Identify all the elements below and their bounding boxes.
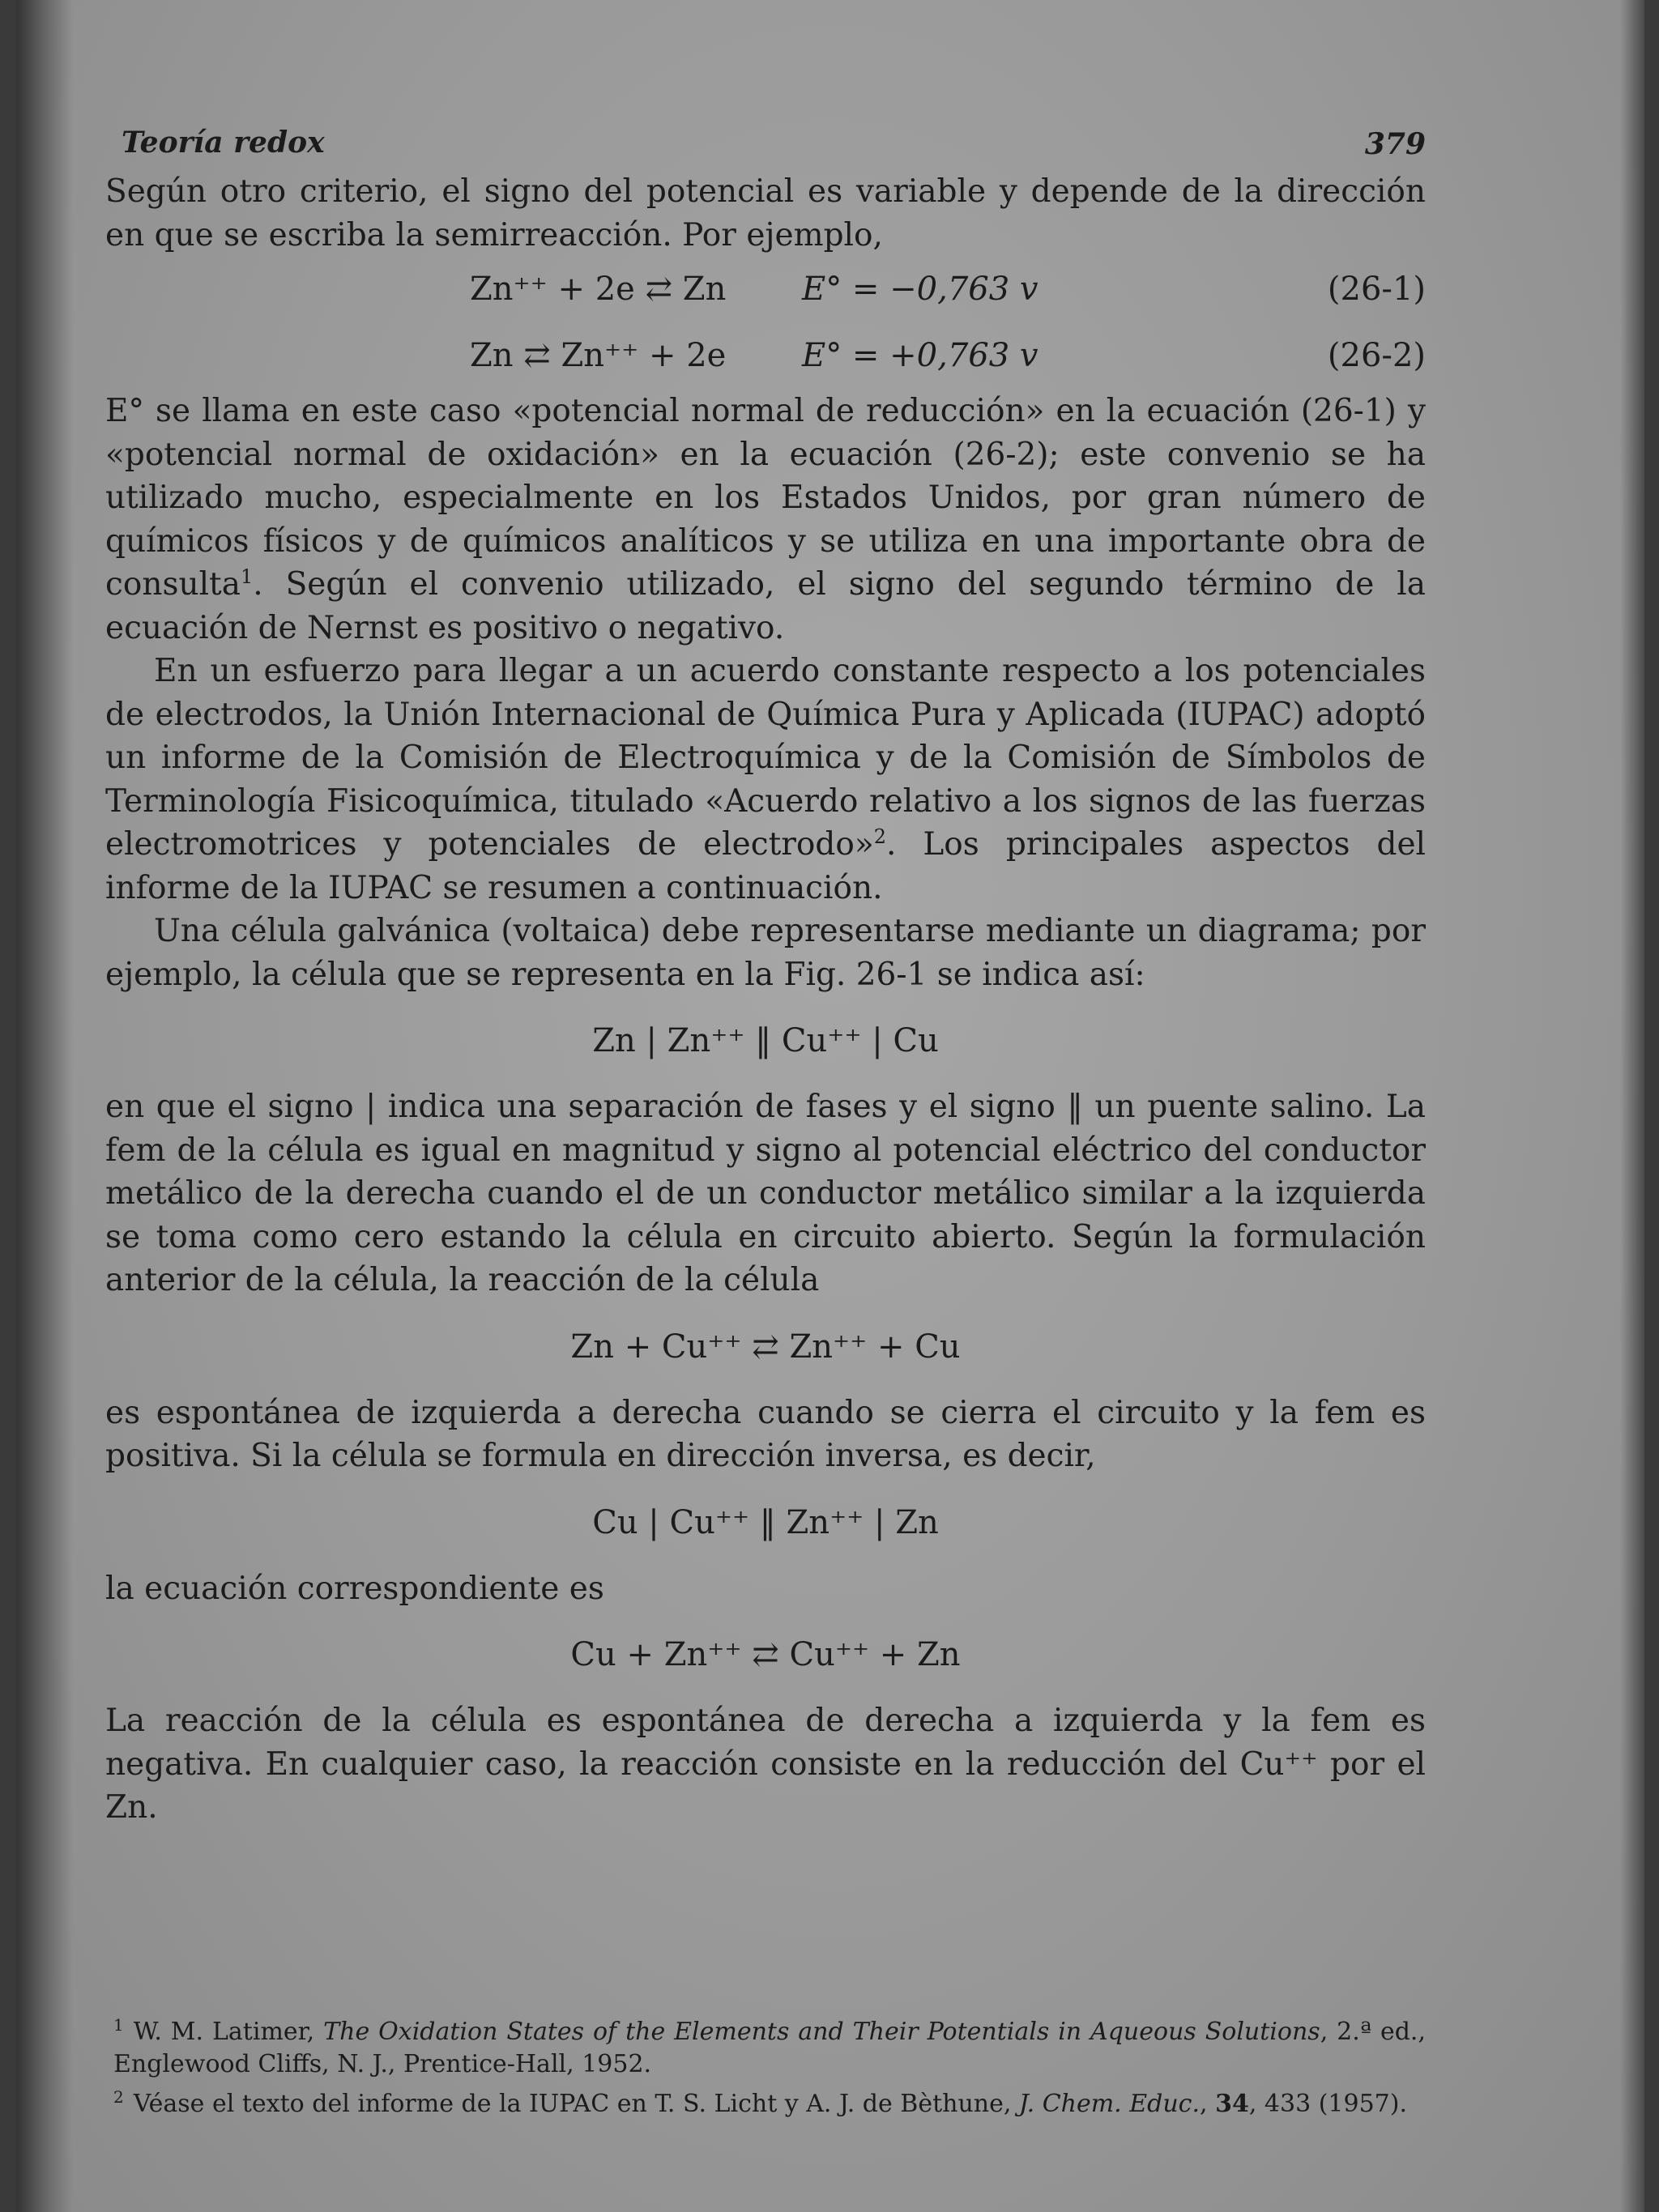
footnote-2: [113, 2081, 1426, 2120]
footnote-book-title: The Oxidation States of the Elements and Their Potentials in Aqueous Solutions: [323, 2018, 1320, 2046]
footnote-mark: 2: [113, 2087, 124, 2107]
book-page: [16, 0, 1644, 2212]
cell-reaction-1: Zn + Cu⁺⁺ ⇄ Zn⁺⁺ + Cu: [570, 1328, 961, 1366]
book-spine-shadow: [16, 0, 73, 2212]
paragraph-text: . Los principales aspectos del informe de la IUPAC se resumen a continuación.: [105, 826, 1427, 906]
cell-reaction-2: Cu + Zn⁺⁺ ⇄ Cu⁺⁺ + Zn: [570, 1636, 961, 1673]
cell-diagram-1: Zn | Zn⁺⁺ ‖ Cu⁺⁺ | Cu: [592, 1022, 939, 1059]
paragraph-7: la ecuación correspondiente es: [105, 1570, 604, 1607]
equation-26-1: [105, 257, 1426, 323]
footnote-journal: J. Chem. Educ.: [1018, 2090, 1201, 2118]
footnote-text: , 2.ª ed., Englewood Cliffs, N. J., Prentice-Hall, 1952.: [113, 2018, 1426, 2078]
footnote-separator: ,: [1200, 2090, 1216, 2118]
paragraph-2: [105, 390, 1426, 650]
page-edge-shadow: [1620, 0, 1644, 2212]
paragraph-8: La reacción de la célula es espontánea de derecha a izquierda y la fem es negativa. En cualquier caso, la reacción consiste en la reducción del Cu⁺⁺ por el Zn.: [105, 1703, 1426, 1826]
paragraph-text: E° se llama en este caso «potencial normal de reducción» en la ecuación (26-1) y «potencial normal de oxidación» en la ecuación (26-2); este convenio se ha utilizado mucho, especialmente en los Estados Unidos, por gran número de químicos físicos y de químicos analíticos y se utiliza en una importante obra de consulta: [105, 393, 1426, 603]
paragraph-text: . Según el convenio utilizado, el signo del segundo término de la ecuación de Nernst es positivo o negativo.: [105, 566, 1426, 646]
paragraph-text: En un esfuerzo para llegar a un acuerdo constante respecto a los potenciales de electrodos, la Unión Internacional de Química Pura y Aplicada (IUPAC) adoptó un informe de la Comisión de Electroquímica y de la Comisión de Símbolos de Terminología Fisicoquímica, titulado «Acuerdo relativo a los signos de las fuerzas electromotrices y potenciales de electrodo»: [105, 653, 1426, 863]
equation-number: (26-1): [1327, 271, 1426, 308]
footnote-ref-1: 1: [240, 565, 254, 588]
paragraph-6: es espontánea de izquierda a derecha cuando se cierra el circuito y la fem es positiva. Si la célula se formula en dirección inversa, es decir,: [105, 1394, 1426, 1474]
paragraph-5: en que el signo | indica una separación de fases y el signo ‖ un puente salino. La fem de la célula es igual en magnitud y signo al potencial eléctrico del conductor metálico de la derecha cuando el de un conductor metálico similar a la izquierda se toma como cero estando la célula en circuito abierto. Según la formulación anterior de la célula, la reacción de la célula: [105, 1089, 1426, 1298]
equation-number: (26-2): [1327, 337, 1426, 374]
equation-26-2: [105, 323, 1426, 390]
page-body: [105, 105, 1426, 1830]
running-title: Teoría redox: [122, 126, 325, 160]
page-number: 379: [1364, 127, 1426, 161]
running-head: [105, 105, 1426, 170]
footnote-author: W. M. Latimer,: [133, 2018, 324, 2046]
cell-diagram-2: Cu | Cu⁺⁺ ‖ Zn⁺⁺ | Zn: [592, 1503, 939, 1541]
equation-reaction: Zn⁺⁺ + 2e ⇄ Zn: [470, 271, 727, 308]
paragraph-3: [105, 650, 1426, 910]
equation-reaction: Zn ⇄ Zn⁺⁺ + 2e: [470, 337, 727, 374]
footnote-ref-2: 2: [873, 825, 886, 848]
footnote-1: [113, 2009, 1426, 2081]
footnote-mark: 1: [113, 2015, 124, 2035]
footnote-text: , 433 (1957).: [1248, 2090, 1408, 2118]
paragraph-4: Una célula galvánica (voltaica) debe representarse mediante un diagrama; por ejemplo, la célula que se representa en la Fig. 26-1 se indica así:: [105, 913, 1426, 993]
equation-potential: E° = −0,763 v: [802, 271, 1038, 308]
equation-potential: E° = +0,763 v: [802, 337, 1038, 374]
footnote-text: Véase el texto del informe de la IUPAC en T. S. Licht y A. J. de Bèthune,: [133, 2090, 1019, 2118]
paragraph-1: Según otro criterio, el signo del potencial es variable y depende de la dirección en que se escriba la semirreacción. Por ejemplo,: [105, 173, 1426, 254]
footnote-volume: 34: [1215, 2090, 1249, 2118]
footnotes: [113, 2009, 1426, 2120]
